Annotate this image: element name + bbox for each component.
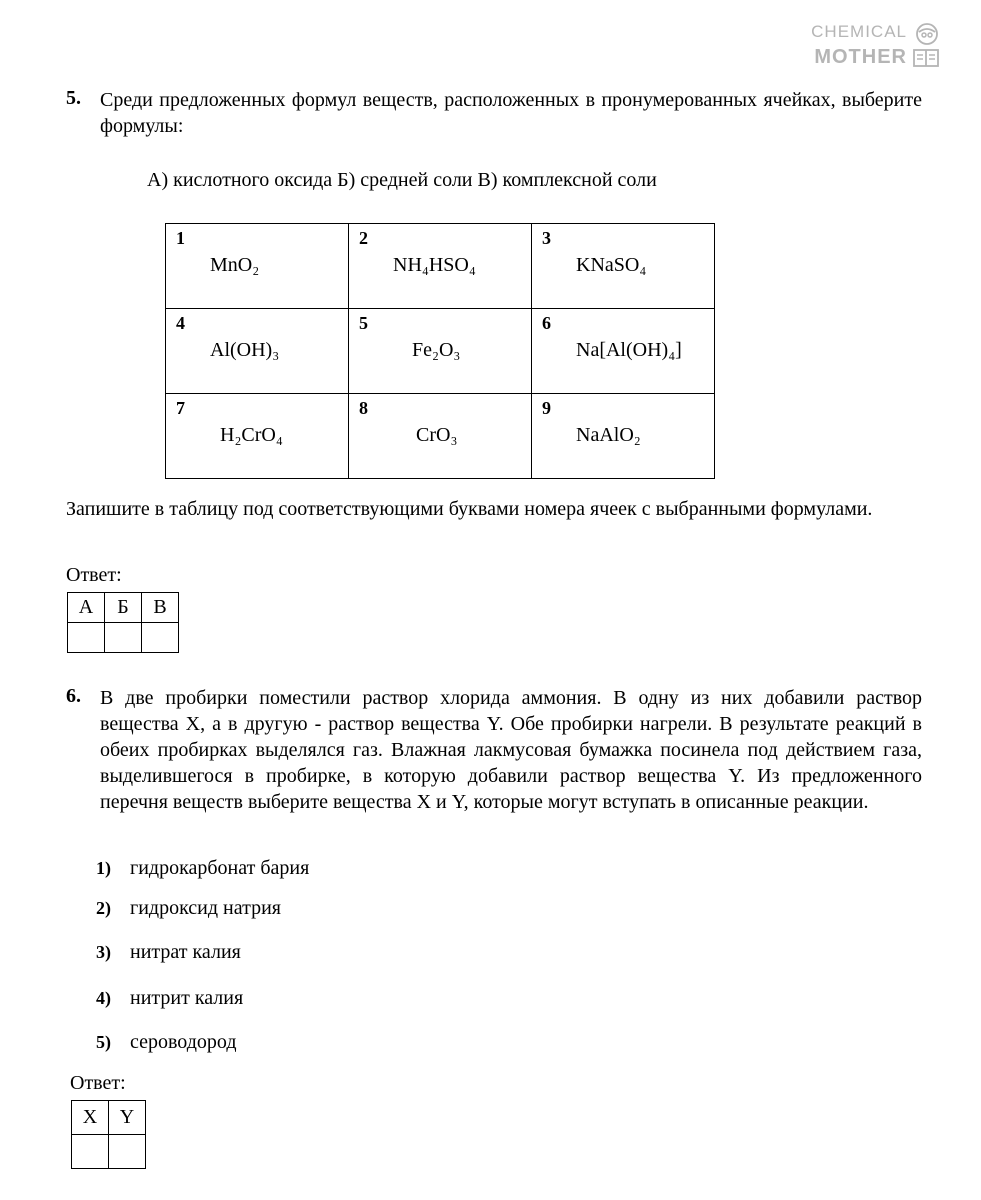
formula: H₂CrO₄ — [220, 424, 283, 446]
formula: Fe₂O₃ — [412, 339, 461, 361]
answer-header: Б — [105, 593, 142, 623]
answer-header: X — [72, 1101, 109, 1135]
answer-header: А — [68, 593, 105, 623]
formula-cell: 9 NaAlO₂ — [532, 394, 715, 479]
formula: CrO₃ — [416, 424, 458, 446]
formula-cell: 5 Fe₂O₃ — [349, 309, 532, 394]
answer-cell[interactable] — [72, 1135, 109, 1169]
answer-cell[interactable] — [68, 623, 105, 653]
q6-text: В две пробирки поместили раствор хлорида аммония. В одну из них добавили раствор вещества X, а в другую - раствор вещества Y. Обе пробирки нагрели. В результате реакций в обеих пробирках выделялся газ. Влажная лакмусовая бумажка посинела под действием газа, выделившегося в пробирке, в которую добавили раствор вещества Y. Из предложенного перечня веществ выберите вещества X и Y, которые могут вступать в описанные реакции. — [100, 687, 922, 813]
formula-cell: 8 CrO₃ — [349, 394, 532, 479]
formula-cell: 6 Na[Al(OH)₄] — [532, 309, 715, 394]
option-text: нитрит калия — [130, 987, 244, 1009]
q6-answer-label: Ответ: — [70, 1072, 126, 1094]
option-item: 4) нитрит калия — [96, 987, 244, 1009]
option-text: гидрокарбонат бария — [130, 857, 310, 879]
formula-cell: 7 H₂CrO₄ — [166, 394, 349, 479]
option-item: 5) сероводород — [96, 1031, 237, 1053]
option-text: сероводород — [130, 1031, 237, 1053]
answer-header: Y — [109, 1101, 146, 1135]
logo — [801, 20, 941, 72]
formula: MnO₂ — [210, 254, 260, 276]
formula-cell: 4 Al(OH)₃ — [166, 309, 349, 394]
q6-number: 6. — [66, 685, 81, 707]
answer-cell[interactable] — [142, 623, 179, 653]
logo-line1: CHEMICAL — [811, 22, 907, 41]
q5-text: Среди предложенных формул веществ, расположенных в пронумерованных ячейках, выберите формулы: — [100, 89, 922, 137]
q6-answer-table — [71, 1100, 146, 1169]
logo-line2: MOTHER — [814, 46, 907, 68]
option-item: 3) нитрат калия — [96, 941, 241, 963]
chemist-face-icon — [915, 22, 939, 46]
answer-cell[interactable] — [109, 1135, 146, 1169]
formula-cell: 3 KNaSO₄ — [532, 224, 715, 309]
q5-answer-label: Ответ: — [66, 564, 122, 586]
q5-subline: А) кислотного оксида Б) средней соли В) комплексной соли — [147, 169, 657, 191]
q5-answer-table — [67, 592, 179, 653]
q5-instruction: Запишите в таблицу под соответствующими буквами номера ячеек с выбранными формулами. — [66, 498, 873, 520]
formula-cell: 2 NH₄HSO₄ — [349, 224, 532, 309]
q5-number: 5. — [66, 87, 81, 109]
formula: Na[Al(OH)₄] — [576, 339, 682, 361]
option-text: нитрат калия — [130, 941, 241, 963]
formula: Al(OH)₃ — [210, 339, 280, 361]
formula: NH₄HSO₄ — [393, 254, 476, 276]
answer-cell[interactable] — [105, 623, 142, 653]
option-item: 1) гидрокарбонат бария — [96, 857, 310, 879]
formula: KNaSO₄ — [576, 254, 647, 276]
option-item: 2) гидроксид натрия — [96, 897, 282, 919]
option-text: гидроксид натрия — [130, 897, 282, 919]
formula: NaAlO₂ — [576, 424, 641, 446]
book-icon — [913, 48, 939, 68]
answer-header: В — [142, 593, 179, 623]
formula-cell: 1 MnO₂ — [166, 224, 349, 309]
formula-grid — [165, 223, 715, 479]
